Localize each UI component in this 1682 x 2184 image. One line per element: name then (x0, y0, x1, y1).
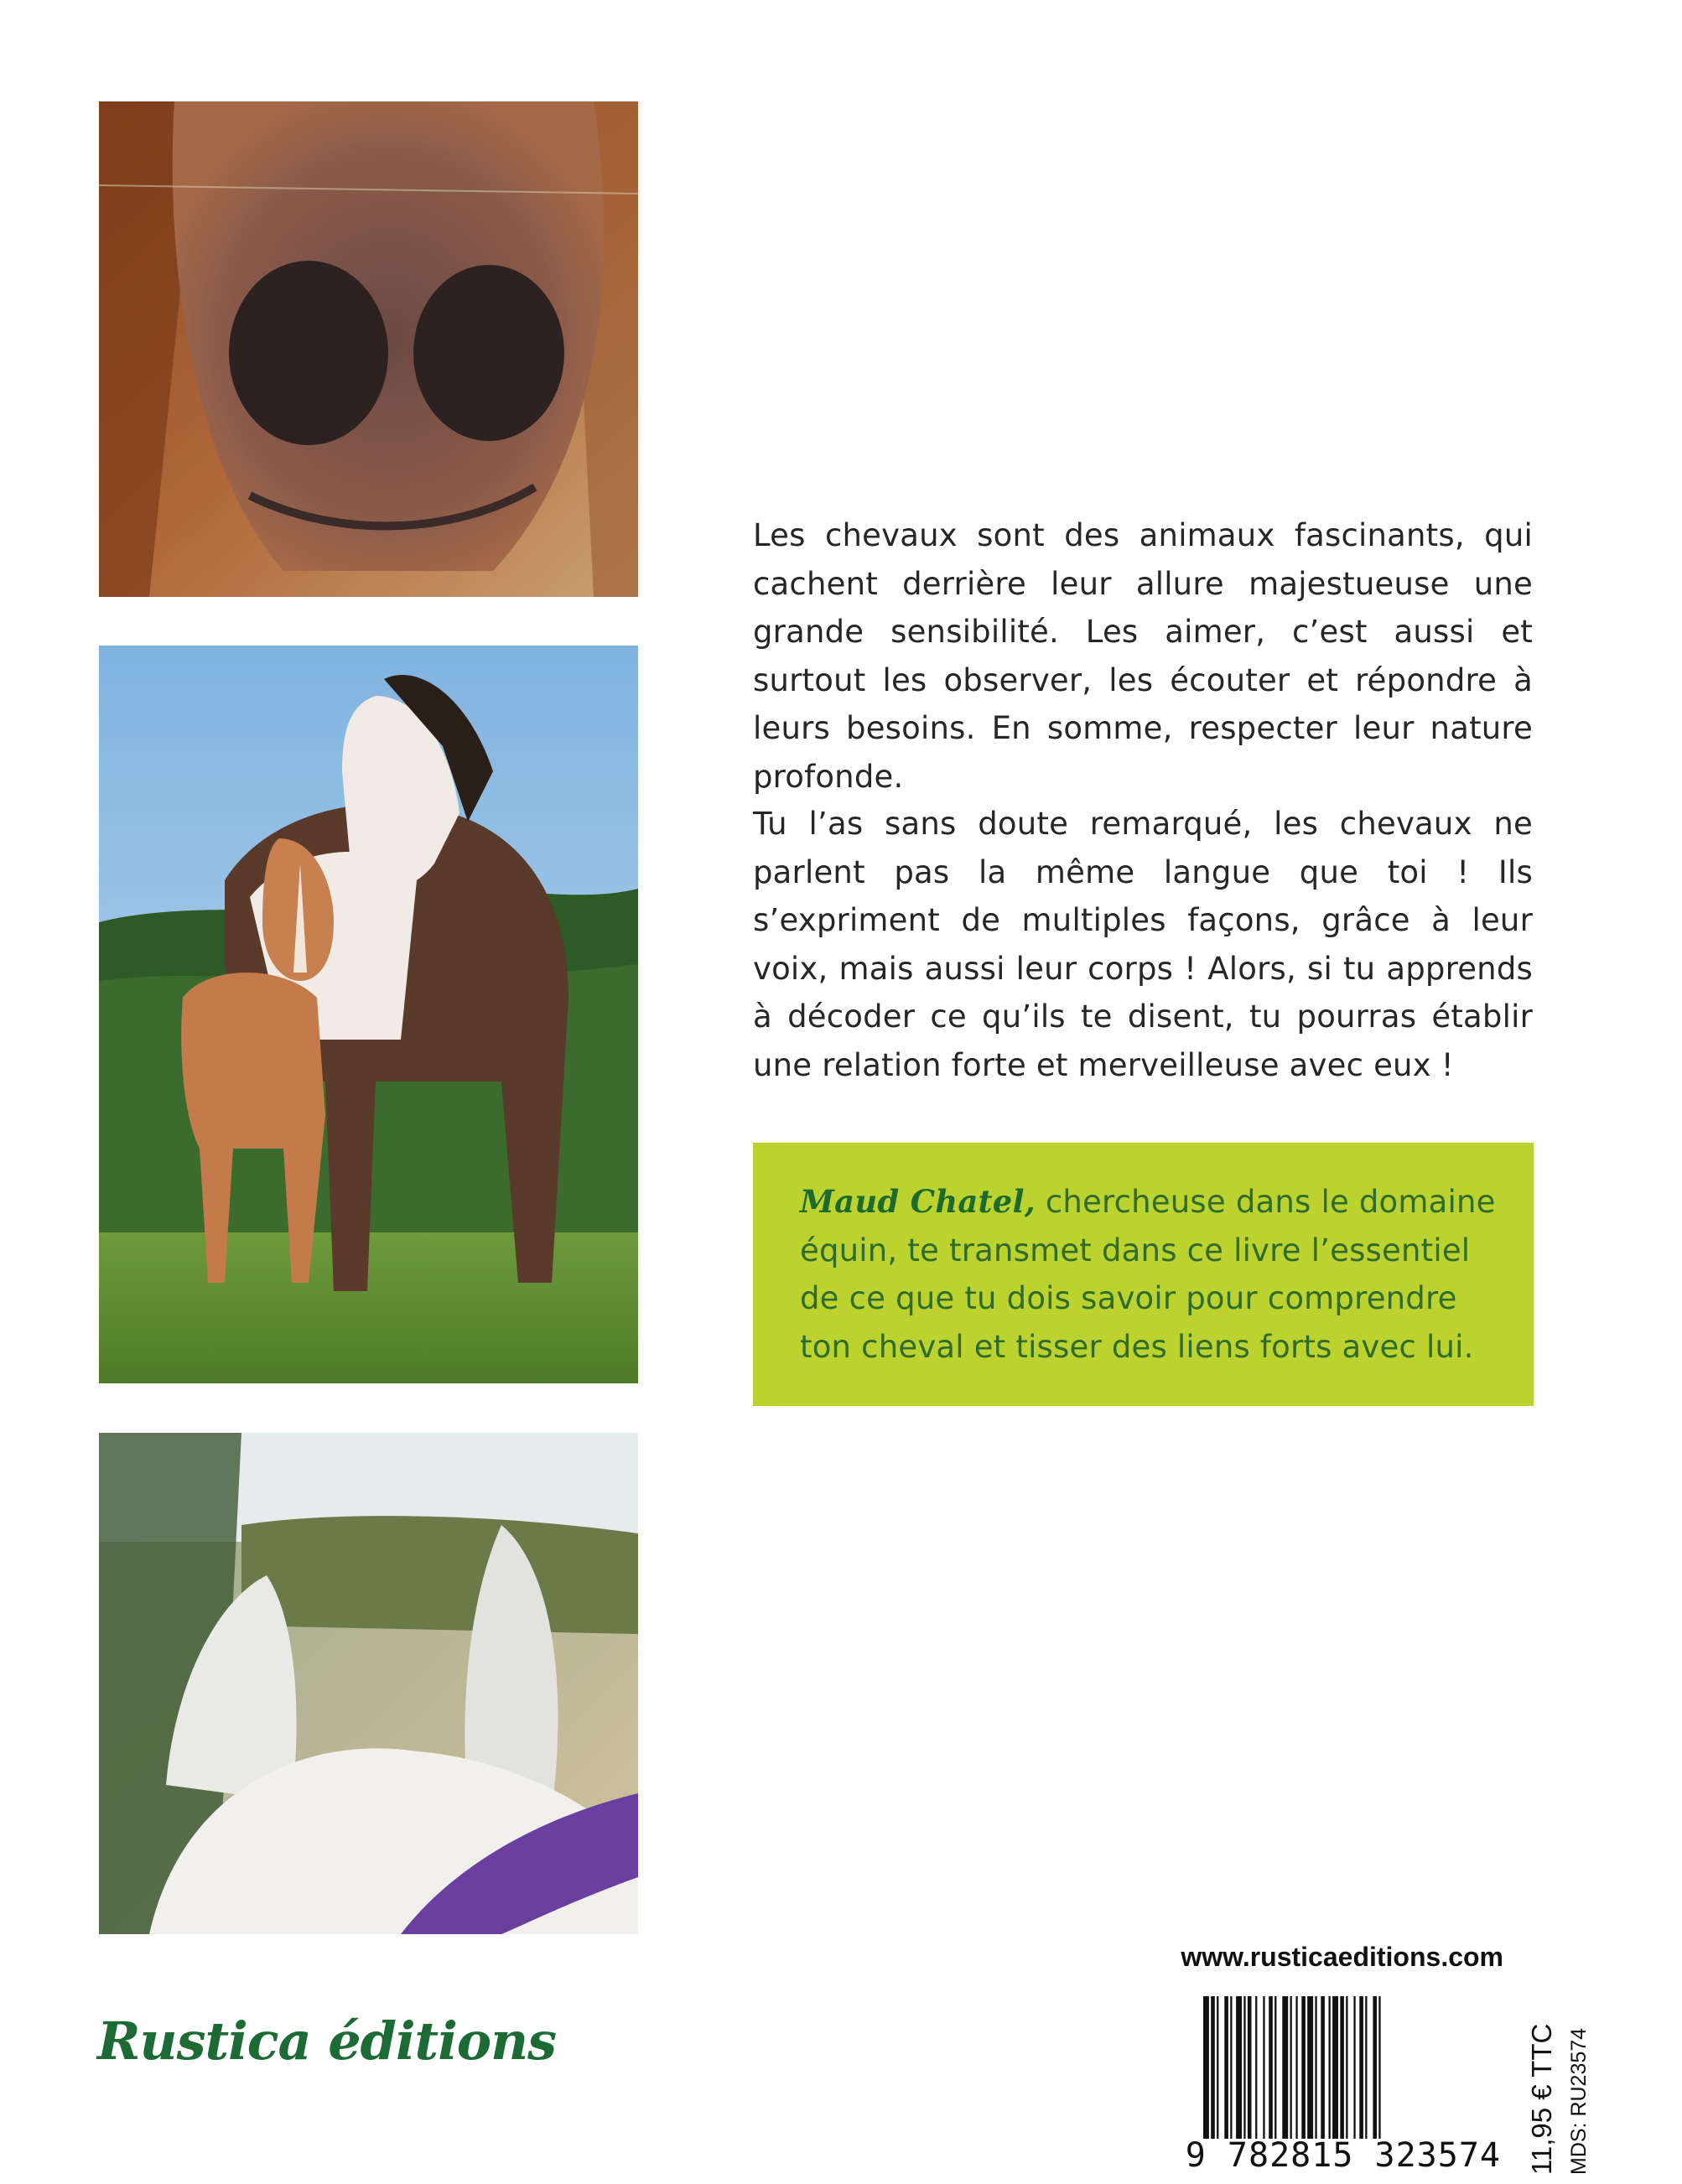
author-box-text (800, 1178, 1502, 1371)
horse-ears-photo (99, 1433, 638, 1934)
publisher-logo: Rustica éditions (97, 2010, 557, 2072)
mds-code: MDS: RU23574 (1567, 2027, 1591, 2175)
blurb-paragraph-2: Tu l’as sans doute remarqué, les chevaux ne parlent pas la même langue que toi ! Ils s’expriment de multiples façons, grâce à leur voix, mais aussi leur corps ! Alors, si tu apprends à décoder ce qu’ils te disent, tu pourras établir une relation forte et merveilleuse avec eux ! (753, 806, 1533, 1083)
publisher-website[interactable]: www.rusticaeditions.com (1181, 1942, 1503, 1972)
mare-and-foal-photo (99, 646, 638, 1383)
price-label: 11,95 € TTC (1526, 2023, 1557, 2175)
author-box (753, 1143, 1534, 1406)
barcode-icon (1200, 1996, 1493, 2143)
blurb-paragraph-1: Les chevaux sont des animaux fascinants, qui cachent derrière leur allure majestueuse une grande sensibilité. Les aimer, c’est aussi et surtout les observer, les écouter et répondre à leurs besoins. En somme, respecter leur nature profonde. (753, 517, 1533, 795)
author-name: Maud Chatel, (800, 1183, 1036, 1220)
horse-muzzle-photo (99, 101, 638, 597)
isbn-number: 9 782815 323574 (1185, 2136, 1501, 2175)
author-description: chercheuse dans le domaine équin, te transmet dans ce livre l’essentiel de ce que tu dois savoir pour comprendre ton cheval et tisser des liens forts avec lui. (800, 1184, 1496, 1365)
